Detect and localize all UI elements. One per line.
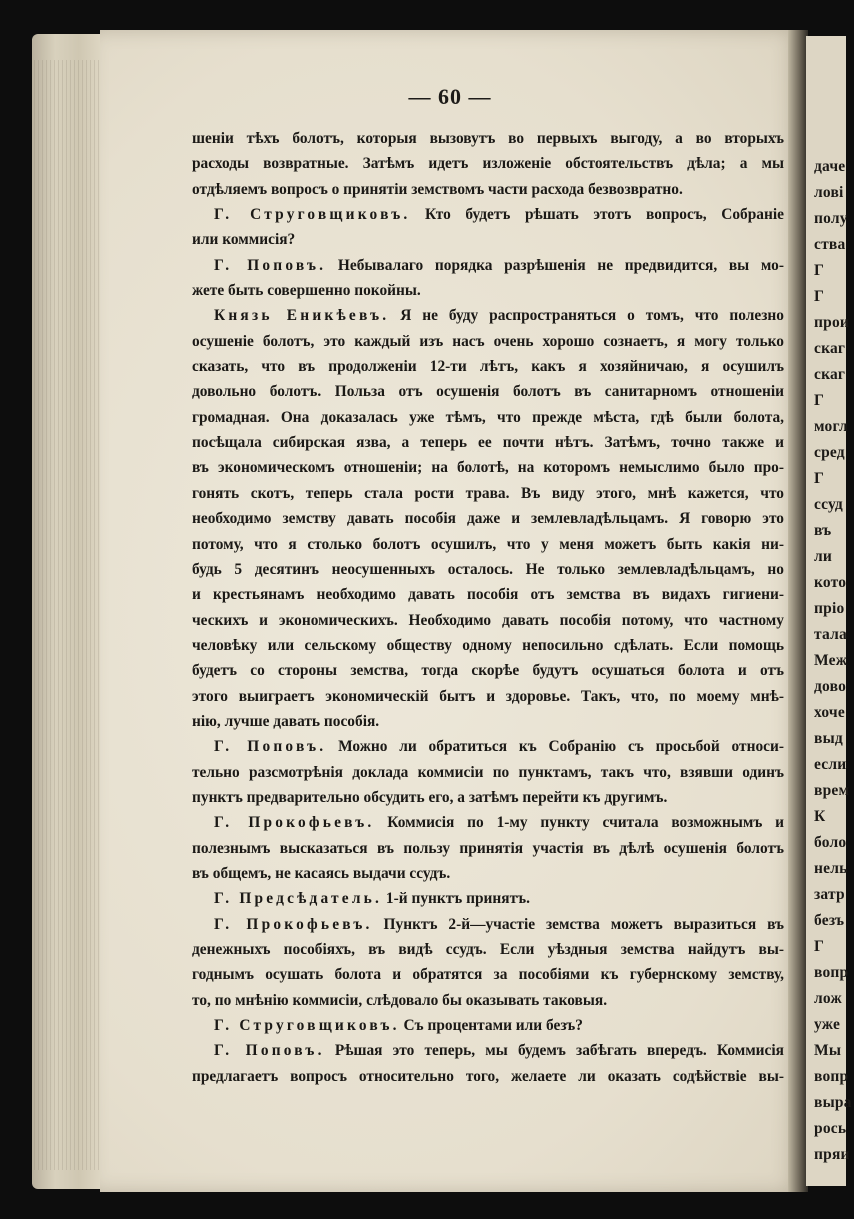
line-text: въ общемъ, не касаясь выдачи ссудъ.	[192, 864, 451, 882]
text-line	[192, 912, 784, 937]
line-text: посѣщала сибирская язва, а теперь ее почти нѣтъ. Затѣмъ, точно также и	[192, 434, 784, 452]
line-text: тельно разсмотрѣнія доклада коммисіи по пунктамъ, такъ что, взявши одинъ	[192, 763, 784, 781]
text-line	[192, 227, 784, 252]
right-page-fragment-text: скаг	[814, 340, 846, 357]
speaker-name: Г. Струговщиковъ.	[214, 206, 411, 224]
right-page-fragment-text: кото	[814, 574, 847, 591]
line-text: полезнымъ высказаться въ пользу принятія участія въ дѣлѣ осушенія болотъ	[192, 839, 784, 857]
right-page-fragment-text: врем	[814, 782, 850, 799]
right-page-fragment-text: ства	[814, 236, 846, 253]
text-line	[192, 810, 784, 835]
line-text: годнымъ осушать болота и обратятся за пособіями къ губернскому земству,	[192, 966, 784, 984]
speaker-name: Г. Поповъ.	[214, 1042, 325, 1060]
line-text: 1-й пунктъ принятъ.	[382, 890, 530, 908]
text-line	[192, 709, 784, 734]
right-page-fragment-text: Г	[814, 470, 825, 487]
text-line	[192, 582, 784, 607]
right-page-fragment-text: Меж	[814, 652, 848, 669]
right-page-fragment-text: хоче	[814, 704, 845, 721]
speaker-name: Г. Поповъ.	[214, 256, 327, 274]
line-text: Кто будетъ рѣшать этотъ вопросъ, Собраніе	[410, 206, 784, 224]
page-edge-texture	[34, 60, 104, 1170]
right-page-fragment-text: если	[814, 756, 847, 773]
line-text: Рѣшая это теперь, мы будемъ забѣгать впередъ. Коммисія	[324, 1042, 784, 1060]
right-page-fragment-text: Мы	[814, 1042, 842, 1059]
right-page-fragment-text: Г	[814, 392, 825, 409]
line-text: нію, лучше давать пособія.	[192, 712, 380, 730]
right-page-fragment-text: полу	[814, 210, 848, 227]
speaker-name: Г. Предсѣдатель.	[214, 890, 383, 908]
speaker-name: Г. Поповъ.	[214, 738, 327, 756]
text-line	[192, 151, 784, 176]
line-text: будь 5 десятинъ неосушенныхъ осталось. Не только землевладѣльцамъ, но	[192, 560, 784, 578]
line-text: человѣку или сельскому обществу одному непосильно сдѣлать. Если помощь	[192, 636, 784, 654]
text-line	[192, 379, 784, 404]
line-text: или коммисія?	[192, 231, 296, 249]
right-page-fragment-text: сред	[814, 444, 845, 461]
right-page-fragment-text: боло	[814, 834, 847, 851]
right-page-fragment-text: вопр	[814, 1068, 849, 1085]
line-text: Можно ли обратиться къ Собранію съ просьбой относи-	[326, 738, 784, 756]
right-page-fragment-text: даче	[814, 158, 846, 175]
line-text: будетъ со стороны земства, тогда скорѣе будутъ осушаться болота и отъ	[192, 662, 784, 680]
text-line	[192, 962, 784, 987]
right-page-fragment-text: прои	[814, 314, 850, 331]
right-page-fragment-text: уже	[814, 1016, 841, 1033]
right-page-fragment-text: безъ	[814, 912, 845, 929]
line-text: ческихъ и экономическихъ. Необходимо давать пособія потому, что частному	[192, 611, 784, 629]
text-line	[192, 557, 784, 582]
text-line	[192, 734, 784, 759]
text-line	[192, 177, 784, 202]
text-line	[192, 455, 784, 480]
text-line	[192, 278, 784, 303]
line-text: то, по мнѣнію коммисіи, слѣдовало бы оказывать таковыя.	[192, 991, 608, 1009]
text-line	[192, 126, 784, 151]
line-text: предлагаетъ вопросъ относительно того, желаете ли оказать содѣйствіе вы-	[192, 1067, 784, 1085]
right-page-fragment-text: тала	[814, 626, 847, 643]
right-page-fragment-text: Г	[814, 938, 825, 955]
right-page-fragment-text: пряи	[814, 1146, 850, 1163]
text-line	[192, 684, 784, 709]
text-line	[192, 202, 784, 227]
text-line	[192, 886, 784, 911]
line-text: Небывалаго порядка разрѣшенія не предвидится, вы мо-	[326, 256, 784, 274]
right-page-fragment-text: К	[814, 808, 826, 825]
line-text: этого выиграетъ экономическій бытъ и здоровье. Такъ, что, по моему мнѣ-	[192, 687, 784, 705]
text-line	[192, 430, 784, 455]
line-text: въ экономическомъ отношеніи; на болотѣ, на которомъ немыслимо было про-	[192, 459, 784, 477]
text-line	[192, 405, 784, 430]
right-page-fragment-text: ссуд	[814, 496, 843, 513]
text-line	[192, 1013, 784, 1038]
page-body-text	[192, 126, 784, 1089]
speaker-name: Г. Прокофьевъ.	[214, 915, 373, 933]
line-text: жете быть совершенно покойны.	[192, 282, 421, 300]
text-line	[192, 329, 784, 354]
text-line	[192, 1038, 784, 1063]
text-line	[192, 481, 784, 506]
text-line	[192, 303, 784, 328]
right-page-fragment-text: ли	[814, 548, 833, 565]
text-line	[192, 785, 784, 810]
right-page-fragment-text: Г	[814, 288, 825, 305]
text-line	[192, 937, 784, 962]
right-page-fragment-text: нель	[814, 860, 848, 877]
page-number: — 60 —	[408, 84, 492, 109]
text-line	[192, 836, 784, 861]
line-text: необходимо земству давать пособія даже и землевладѣльцамъ. Я говорю это	[192, 510, 784, 528]
line-text: отдѣляемъ вопросъ о принятіи земствомъ части расхода безвозвратно.	[192, 180, 683, 198]
right-page-fragment-text: лож	[814, 990, 842, 1007]
line-text: Коммисія по 1-му пункту считала возможнымъ и	[374, 814, 784, 832]
speaker-name: Князь Еникѣевъ.	[214, 307, 390, 325]
line-text: пунктъ предварительно обсудить его, а затѣмъ перейти къ другимъ.	[192, 788, 668, 806]
text-line	[192, 608, 784, 633]
text-line	[192, 760, 784, 785]
right-page-fragment-text: пріо	[814, 600, 845, 617]
line-text: и крестьянамъ необходимо давать пособія отъ земства въ видахъ гигиени-	[192, 586, 784, 604]
line-text: Пунктъ 2-й—участіе земства можетъ выразиться въ	[372, 915, 784, 933]
text-line	[192, 658, 784, 683]
right-page-fragment-text: могл	[814, 418, 848, 435]
right-page-fragment-text: выд	[814, 730, 843, 747]
line-text: довольно болотъ. Польза отъ осушенія болотъ въ санитарномъ отношеніи	[192, 383, 784, 401]
right-page-fragment-text: выра	[814, 1094, 852, 1111]
right-page-fragment-text: Г	[814, 262, 825, 279]
right-page-fragment-text: въ	[814, 522, 832, 539]
text-line	[192, 1064, 784, 1089]
line-text: сказать, что въ продолженіи 12-ти лѣтъ, какъ я хозяйничаю, я осушилъ	[192, 358, 784, 376]
right-page-fragment-text: затр	[814, 886, 845, 903]
right-page-fragment-text: вопр	[814, 964, 849, 981]
line-text: осушеніе болотъ, это каждый изъ насъ очень хорошо сознаетъ, я могу только	[192, 332, 784, 350]
line-text: денежныхъ пособіяхъ, въ видѣ ссудъ. Если уѣздныя земства найдутъ вы-	[192, 941, 784, 958]
right-page-fragment-text: дово	[814, 678, 847, 695]
text-line	[192, 532, 784, 557]
line-text: расходы возвратные. Затѣмъ идетъ изложеніе обстоятельствъ дѣла; а мы	[192, 155, 784, 173]
book-gutter	[788, 30, 808, 1192]
text-line	[192, 633, 784, 658]
right-page-fragment-text: скаг	[814, 366, 846, 383]
right-page-fragment-text: рось	[814, 1120, 847, 1137]
line-text: потому, что я столько болотъ осушилъ, что у меня можетъ быть какія ни-	[192, 535, 784, 553]
text-line	[192, 861, 784, 886]
line-text: шеніи тѣхъ болотъ, которыя вызовутъ во первыхъ выгоду, а во вторыхъ	[192, 130, 784, 147]
line-text: Съ процентами или безъ?	[399, 1017, 583, 1035]
line-text: гонять скотъ, теперь стала рости трава. Въ виду этого, мнѣ кажется, что	[192, 484, 784, 502]
text-line	[192, 506, 784, 531]
text-line	[192, 253, 784, 278]
right-page-fragment	[806, 36, 852, 1186]
text-line	[192, 988, 784, 1013]
line-text: Я не буду распространяться о томъ, что полезно	[389, 307, 784, 325]
line-text: громадная. Она доказалась уже тѣмъ, что прежде мѣста, гдѣ были болота,	[192, 408, 784, 426]
speaker-name: Г. Струговщиковъ.	[214, 1017, 400, 1035]
right-page-fragment-text: ловi	[814, 184, 844, 201]
text-line	[192, 354, 784, 379]
speaker-name: Г. Прокофьевъ.	[214, 814, 375, 832]
